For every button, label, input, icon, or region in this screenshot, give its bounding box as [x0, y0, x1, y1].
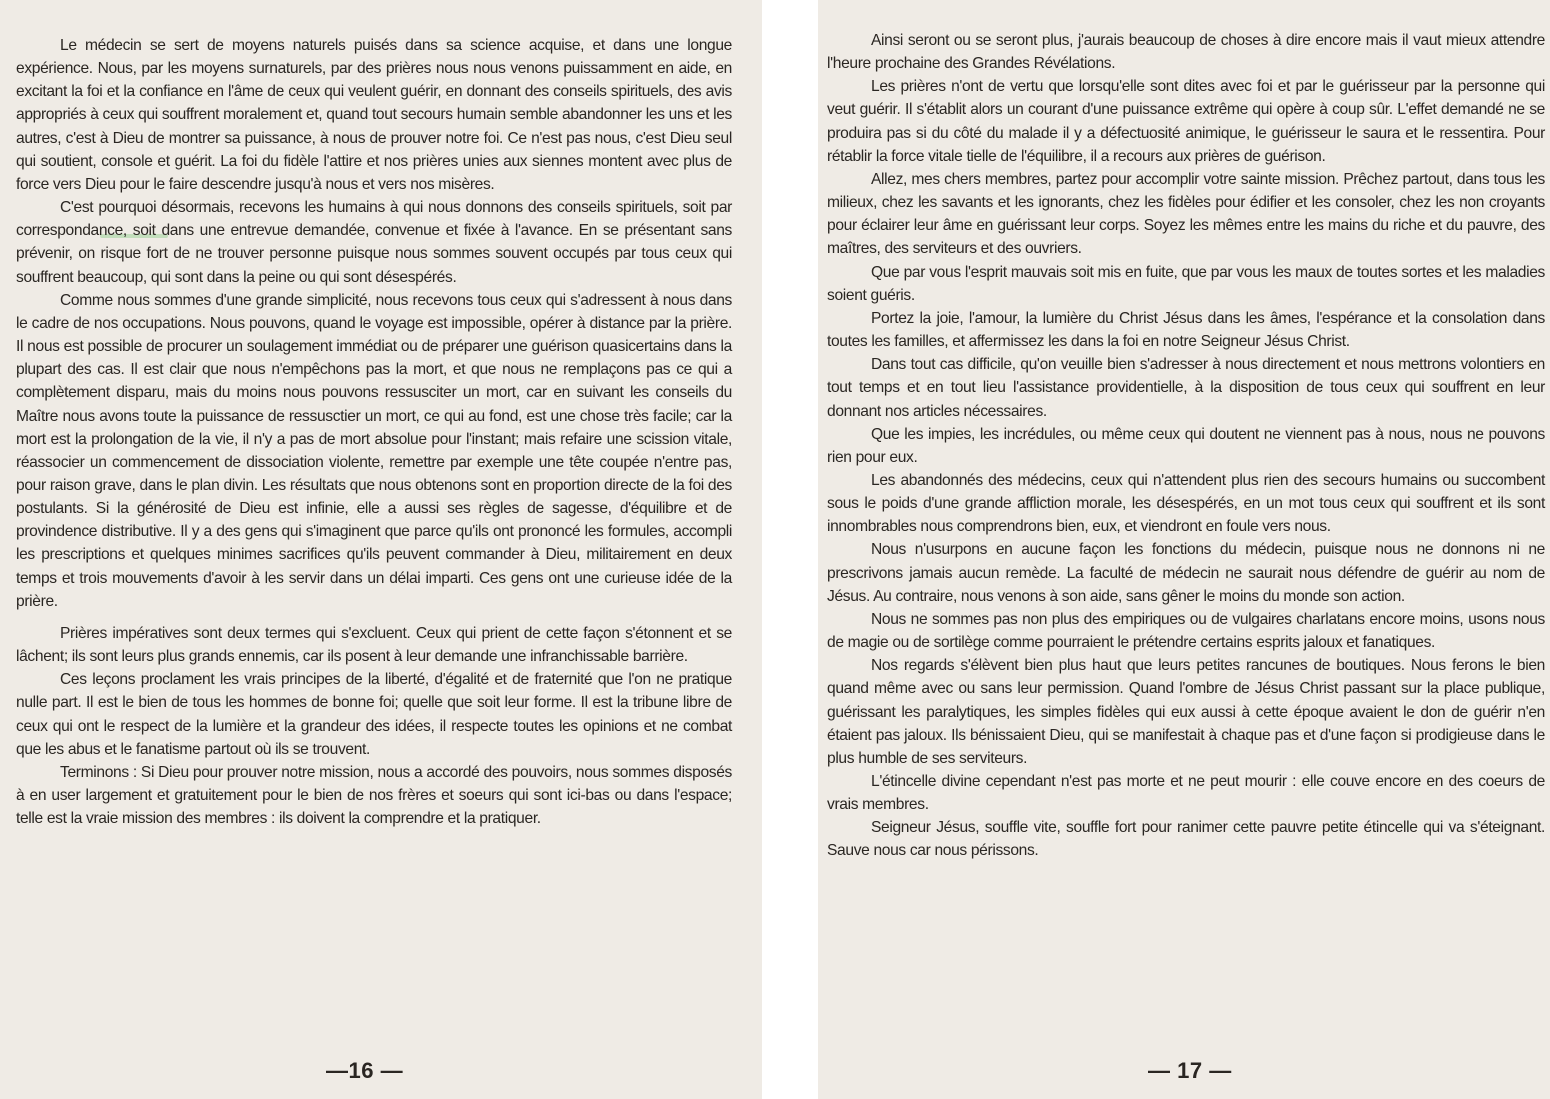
paragraph: C'est pourquoi désormais, recevons les humains à qui nous donnons des conseils spirituels, soit par correspondance, soit dans une entrevue demandée, convenue et fixée à l'avance. En se présentant sans prévenir, on risque fort de ne trouver personne puisque nous sommes souvent occupés par tous ceux qui souffrent beaucoup, qui sont dans la peine ou qui sont désespérés. — [16, 199, 732, 286]
paragraph: Portez la joie, l'amour, la lumière du Christ Jésus dans les âmes, l'espérance et la consolation dans toutes les familles, et affermissez les dans la foi en notre Seigneur Jésus Christ. — [827, 309, 1545, 351]
paragraph: Que par vous l'esprit mauvais soit mis en fuite, que par vous les maux de toutes sortes et les maladies soient guéris. — [827, 263, 1545, 304]
paragraph: Que les impies, les incrédules, ou même ceux qui doutent ne viennent pas à nous, nous ne pouvons rien pour eux. — [827, 425, 1545, 466]
page-number: —16 — — [326, 1058, 404, 1083]
paragraph: Ces leçons proclament les vrais principes de la liberté, d'égalité et de fraternité que l'on ne pratique nulle part. Il est le bien de tous les hommes de bonne foi; quelle que soit leur forme. Il est la tribune libre de ceux qui ont le respect de la lumière et la grandeur des idées, il respecte toutes les opinions et ne combat que les abus et le fanatisme partout où ils se trouvent. — [16, 671, 732, 758]
paragraph: Ainsi seront ou se seront plus, j'aurais beaucoup de choses à dire encore mais il vaut mieux attendre l'heure prochaine des Grandes Révélations. — [827, 32, 1545, 73]
paragraph: Allez, mes chers membres, partez pour accomplir votre sainte mission. Prêchez partout, dans tous les milieux, chez les savants et les ignorants, chez les fidèles pour édifier et les consoler, chez les non croyants pour éclairer leur âme en guérissant leur corps. Soyez les mêmes entre les mains du riche et du pauvre, des maîtres, des serviteurs et des ouvriers. — [827, 170, 1545, 258]
page-number: — 17 — — [1148, 1058, 1232, 1083]
left-page — [0, 0, 762, 1099]
page-gutter — [762, 0, 818, 1099]
paragraph: Nous ne sommes pas non plus des empiriques ou de vulgaires charlatans encore moins, usons nous de magie ou de sortilège comme pourraient le prétendre certains esprits jaloux et fanatiques. — [827, 610, 1545, 652]
paragraph: L'étincelle divine cependant n'est pas morte et ne peut mourir : elle couve encore en des coeurs de vrais membres. — [827, 773, 1545, 814]
right-page-text — [827, 29, 1545, 863]
paragraph: Seigneur Jésus, souffle vite, souffle fort pour ranimer cette pauvre petite étincelle qui va s'éteignant. Sauve nous car nous périssons. — [827, 819, 1545, 860]
right-page — [818, 0, 1550, 1099]
paragraph: Le médecin se sert de moyens naturels puisés dans sa science acquise, et dans une longue expérience. Nous, par les moyens surnaturels, par des prières nous nous venons puissamment en aide, en excitant la foi et la confiance en l'âme de ceux qui veulent guérir, en donnant des conseils spirituels, des avis appropriés à ceux qui souffrent moralement et, quand tout secours humain semble abandonner les uns et les autres, c'est à Dieu de montrer sa puissance, à nous de prouver notre foi. Ce n'est pas nous, c'est Dieu seul qui soutient, console et guérit. La foi du fidèle l'attire et nos prières unies aux siennes montent avec plus de force vers Dieu pour le faire descendre jusqu'à nous et vers nos misères. — [16, 37, 732, 193]
paragraph: Nous n'usurpons en aucune façon les fonctions du médecin, puisque nous ne donnons ni ne prescrivons jamais aucun remède. La faculté de médecin ne saurait nous défendre de guérir au nom de Jésus. Au contraire, nous venons à son aide, sans gêner le moins du monde son action. — [827, 541, 1545, 605]
paragraph: Prières impératives sont deux termes qui s'excluent. Ceux qui prient de cette façon s'étonnent et se lâchent; ils sont leurs plus grands ennemis, car ils posent à leur demande une infranchissable barrière. — [16, 624, 732, 666]
paragraph: Nos regards s'élèvent bien plus haut que leurs petites rancunes de boutiques. Nous ferons le bien quand même avec ou sans leur permission. Quand l'ombre de Jésus Christ passant sur la place publique, guérissant les paralytiques, les simples fidèles qui eux aussi à cette époque avaient le don de guérir n'en étaient pas jaloux. Ils bénissaient Dieu, qui se manifestait à chaque pas et d'une façon si prodigieuse dans le plus humble de ses serviteurs. — [827, 657, 1545, 767]
paragraph: Terminons : Si Dieu pour prouver notre mission, nous a accordé des pouvoirs, nous sommes disposés à en user largement et gratuitement pour le bien de nos frères et soeurs qui sont ici-bas ou dans l'espace; telle est la vraie mission des membres : ils doivent la comprendre et la pratiquer. — [16, 763, 732, 828]
paragraph: Les prières n'ont de vertu que lorsqu'elle sont dites avec foi et par le guérisseur par la personne qui veut guérir. Il s'établit alors un courant d'une puissance extrême qui opère à coup sûr. L'effet demandé ne se produira pas si du côté du malade il y a défectuosité animique, le guérisseur le saura et le ressentira. Pour rétablir la force vitale tielle de l'équilibre, il a recours aux prières de guérison. — [827, 78, 1545, 165]
paragraph: Comme nous sommes d'une grande simplicité, nous recevons tous ceux qui s'adressent à nous dans le cadre de nos occupations. Nous pouvons, quand le voyage est impossible, opérer à distance par la prière. Il nous est possible de procurer un soulagement immédiat ou de préparer une guérison quasicertains dans la plupart des cas. Il est clair que nous n'empêchons pas la mort, et que nous ne remplaçons pas ce qui a complètement disparu, mais du moins nous pouvons ressusciter un mort, car en suivant les conseils du Maître nous avons toute la puissance de ressusctier un mort, ce qui au fond, est une chose très facile; car la mort est la prolongation de la vie, il n'y a pas de mort absolue pour l'instant; mais refaire une scission vitale, réassocier un commencement de dissociation violente, remettre par exemple une tête coupée n'entre pas, pour raison grave, dans le plan divin. Les résultats que nous obtenons sont en proportion directe de la foi des postulants. Si la générosité de Dieu est infinie, elle a aussi ses règles de sagesse, d'équilibre et de provindence distributive. Il y a des gens qui s'imaginent que parce qu'ils ont prononcé les formules, accompli les prescriptions et quelques minimes sacrifices qu'ils peuvent commander à Dieu, militairement en deux temps et trois mouvements d'avoir à les servir dans un délai imparti. Ces gens ont une curieuse idée de la prière. — [16, 291, 732, 610]
paragraph: Les abandonnés des médecins, ceux qui n'attendent plus rien des secours humains ou succombent sous le poids d'une grande affliction morale, les désespérés, en un mot tous ceux qui souffrent et ils sont innombrables nous comprendrons bien, eux, et viendront en foule vers nous. — [827, 471, 1545, 536]
paragraph: Dans tout cas difficile, qu'on veuille bien s'adresser à nous directement et nous mettrons volontiers en tout temps et en tout lieu l'assistance providentielle, à la disposition de tous ceux qui souffrent en leur donnant nos articles nécessaires. — [827, 356, 1545, 420]
left-page-text — [16, 34, 732, 830]
